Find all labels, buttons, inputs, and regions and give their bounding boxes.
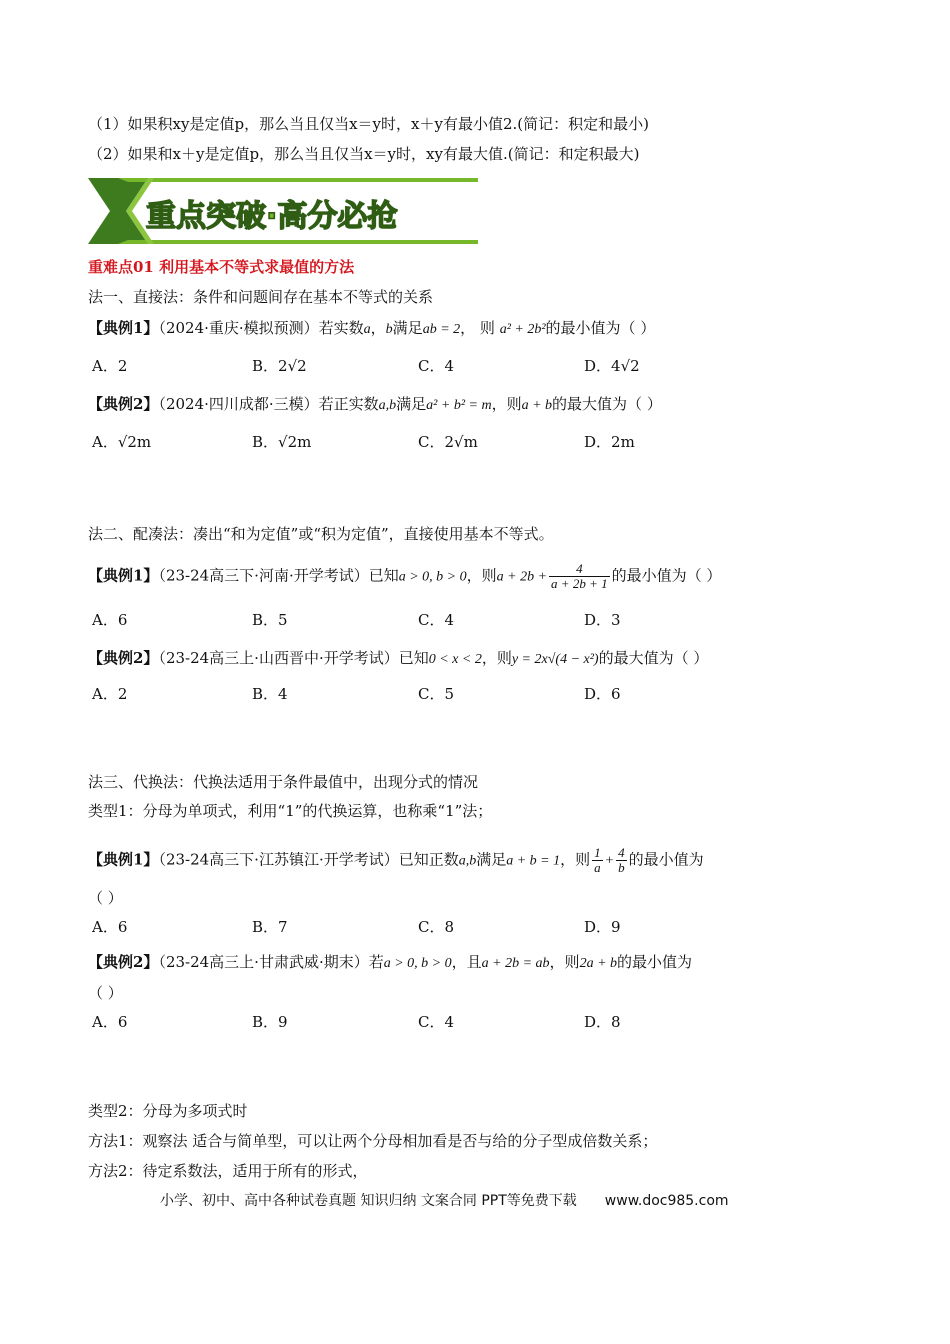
- footer-text: 小学、初中、高中各种试卷真题 知识归纳 文案合同 PPT等免费下载: [160, 1193, 577, 1209]
- method-2-text: 方法2：待定系数法，适用于所有的形式，: [88, 1162, 368, 1180]
- method-1-text: 方法1：观察法 适合与简单型，可以让两个分母相加看是否与给的分子型成倍数关系；: [88, 1132, 658, 1150]
- s3-ex2-option-b: B．9: [252, 1013, 288, 1031]
- type1-text: 类型1：分母为单项式，利用“1”的代换运算，也称乘“1”法；: [88, 802, 493, 820]
- s3-ex2-option-d: D．8: [584, 1013, 621, 1031]
- banner-title: 重点突破·高分必抢: [146, 199, 398, 234]
- s3-ex1-answer-paren: （ ）: [88, 889, 123, 907]
- s3-ex2-option-a: A．6: [92, 1013, 128, 1031]
- s1-ex1-question: 【典例1】（2024·重庆·模拟预测）若实数a，b满足ab = 2， 则 a² + 2b²的最小值为（ ）: [88, 319, 656, 337]
- s3-ex1-option-b: B．7: [252, 918, 288, 936]
- s1-ex2-option-b: B．√2m: [252, 433, 312, 451]
- s2-ex2-option-d: D．6: [584, 685, 621, 703]
- banner-arrow-icon: [88, 178, 148, 244]
- s2-ex2-option-b: B．4: [252, 685, 288, 703]
- s2-ex2-option-a: A．2: [92, 685, 128, 703]
- s2-ex1-option-d: D．3: [584, 611, 621, 629]
- s3-ex2-option-c: C．4: [418, 1013, 455, 1031]
- section1-heading: 重难点01 利用基本不等式求最值的方法: [88, 258, 355, 276]
- section-banner: [88, 176, 478, 246]
- s3-ex1-option-d: D．9: [584, 918, 621, 936]
- s1-ex2-question: 【典例2】（2024·四川成都·三模）若正实数a,b满足a² + b² = m，则a + b的最大值为（ ）: [88, 395, 662, 413]
- s2-ex1-fraction: $\frac{4}{a + 2b + 1}$: [551, 561, 608, 591]
- s3-ex1-question: 【典例1】（23-24高三下·江苏镇江·开学考试）已知正数a,b满足a + b = 1，则 $\frac{1}{a}$ + $\frac{4}{b}$ 的最小值为: [88, 845, 704, 875]
- s3-ex1-option-c: C．8: [418, 918, 455, 936]
- s1-ex2-option-c: C．2√m: [418, 433, 478, 451]
- s3-ex2-question: 【典例2】（23-24高三上·甘肃武威·期末）若a > 0, b > 0，且a + 2b = ab，则2a + b的最小值为: [88, 953, 693, 971]
- s3-ex1-fraction-1: $\frac{1}{a}$: [594, 845, 601, 875]
- s2-ex1-option-a: A．6: [92, 611, 128, 629]
- s1-ex2-option-d: D．2m: [584, 433, 635, 451]
- s1-ex1-option-b: B．2√2: [252, 357, 307, 375]
- s2-ex1-option-b: B．5: [252, 611, 288, 629]
- s1-ex1-option-d: D．4√2: [584, 357, 640, 375]
- s2-ex2-question: 【典例2】（23-24高三上·山西晋中·开学考试）已知0 < x < 2，则y = 2x√(4 − x²)的最大值为（ ）: [88, 649, 709, 667]
- s3-ex1-fraction-2: $\frac{4}{b}$: [618, 845, 625, 875]
- method1-text: 法一、直接法：条件和问题间存在基本不等式的关系: [88, 288, 434, 306]
- s3-ex1-option-a: A．6: [92, 918, 128, 936]
- intro-line-2: （2）如果和x＋y是定值p，那么当且仅当x＝y时，xy有最大值.(简记：和定积最大): [88, 145, 640, 163]
- s2-ex1-question: 【典例1】（23-24高三下·河南·开学考试）已知a > 0, b > 0，则a + 2b + $\frac{4}{a + 2b + 1}$ 的最小值为（ ）: [88, 561, 722, 591]
- type2-text: 类型2：分母为多项式时: [88, 1102, 248, 1120]
- s1-ex1-option-a: A．2: [92, 357, 128, 375]
- s2-ex1-option-c: C．4: [418, 611, 455, 629]
- s2-ex2-option-c: C．5: [418, 685, 455, 703]
- s3-ex2-answer-paren: （ ）: [88, 984, 123, 1002]
- method3-text: 法三、代换法：代换法适用于条件最值中，出现分式的情况: [88, 773, 479, 791]
- s1-ex2-option-a: A．√2m: [92, 433, 152, 451]
- intro-line-1: （1）如果积xy是定值p，那么当且仅当x＝y时，x＋y有最小值2.(简记：积定和最小): [88, 115, 649, 133]
- footer-site-link[interactable]: www.doc985.com: [604, 1193, 729, 1209]
- method2-text: 法二、配凑法：凑出“和为定值”或“积为定值”，直接使用基本不等式。: [88, 525, 554, 543]
- s1-ex1-option-c: C．4: [418, 357, 455, 375]
- page-footer: [160, 1190, 729, 1210]
